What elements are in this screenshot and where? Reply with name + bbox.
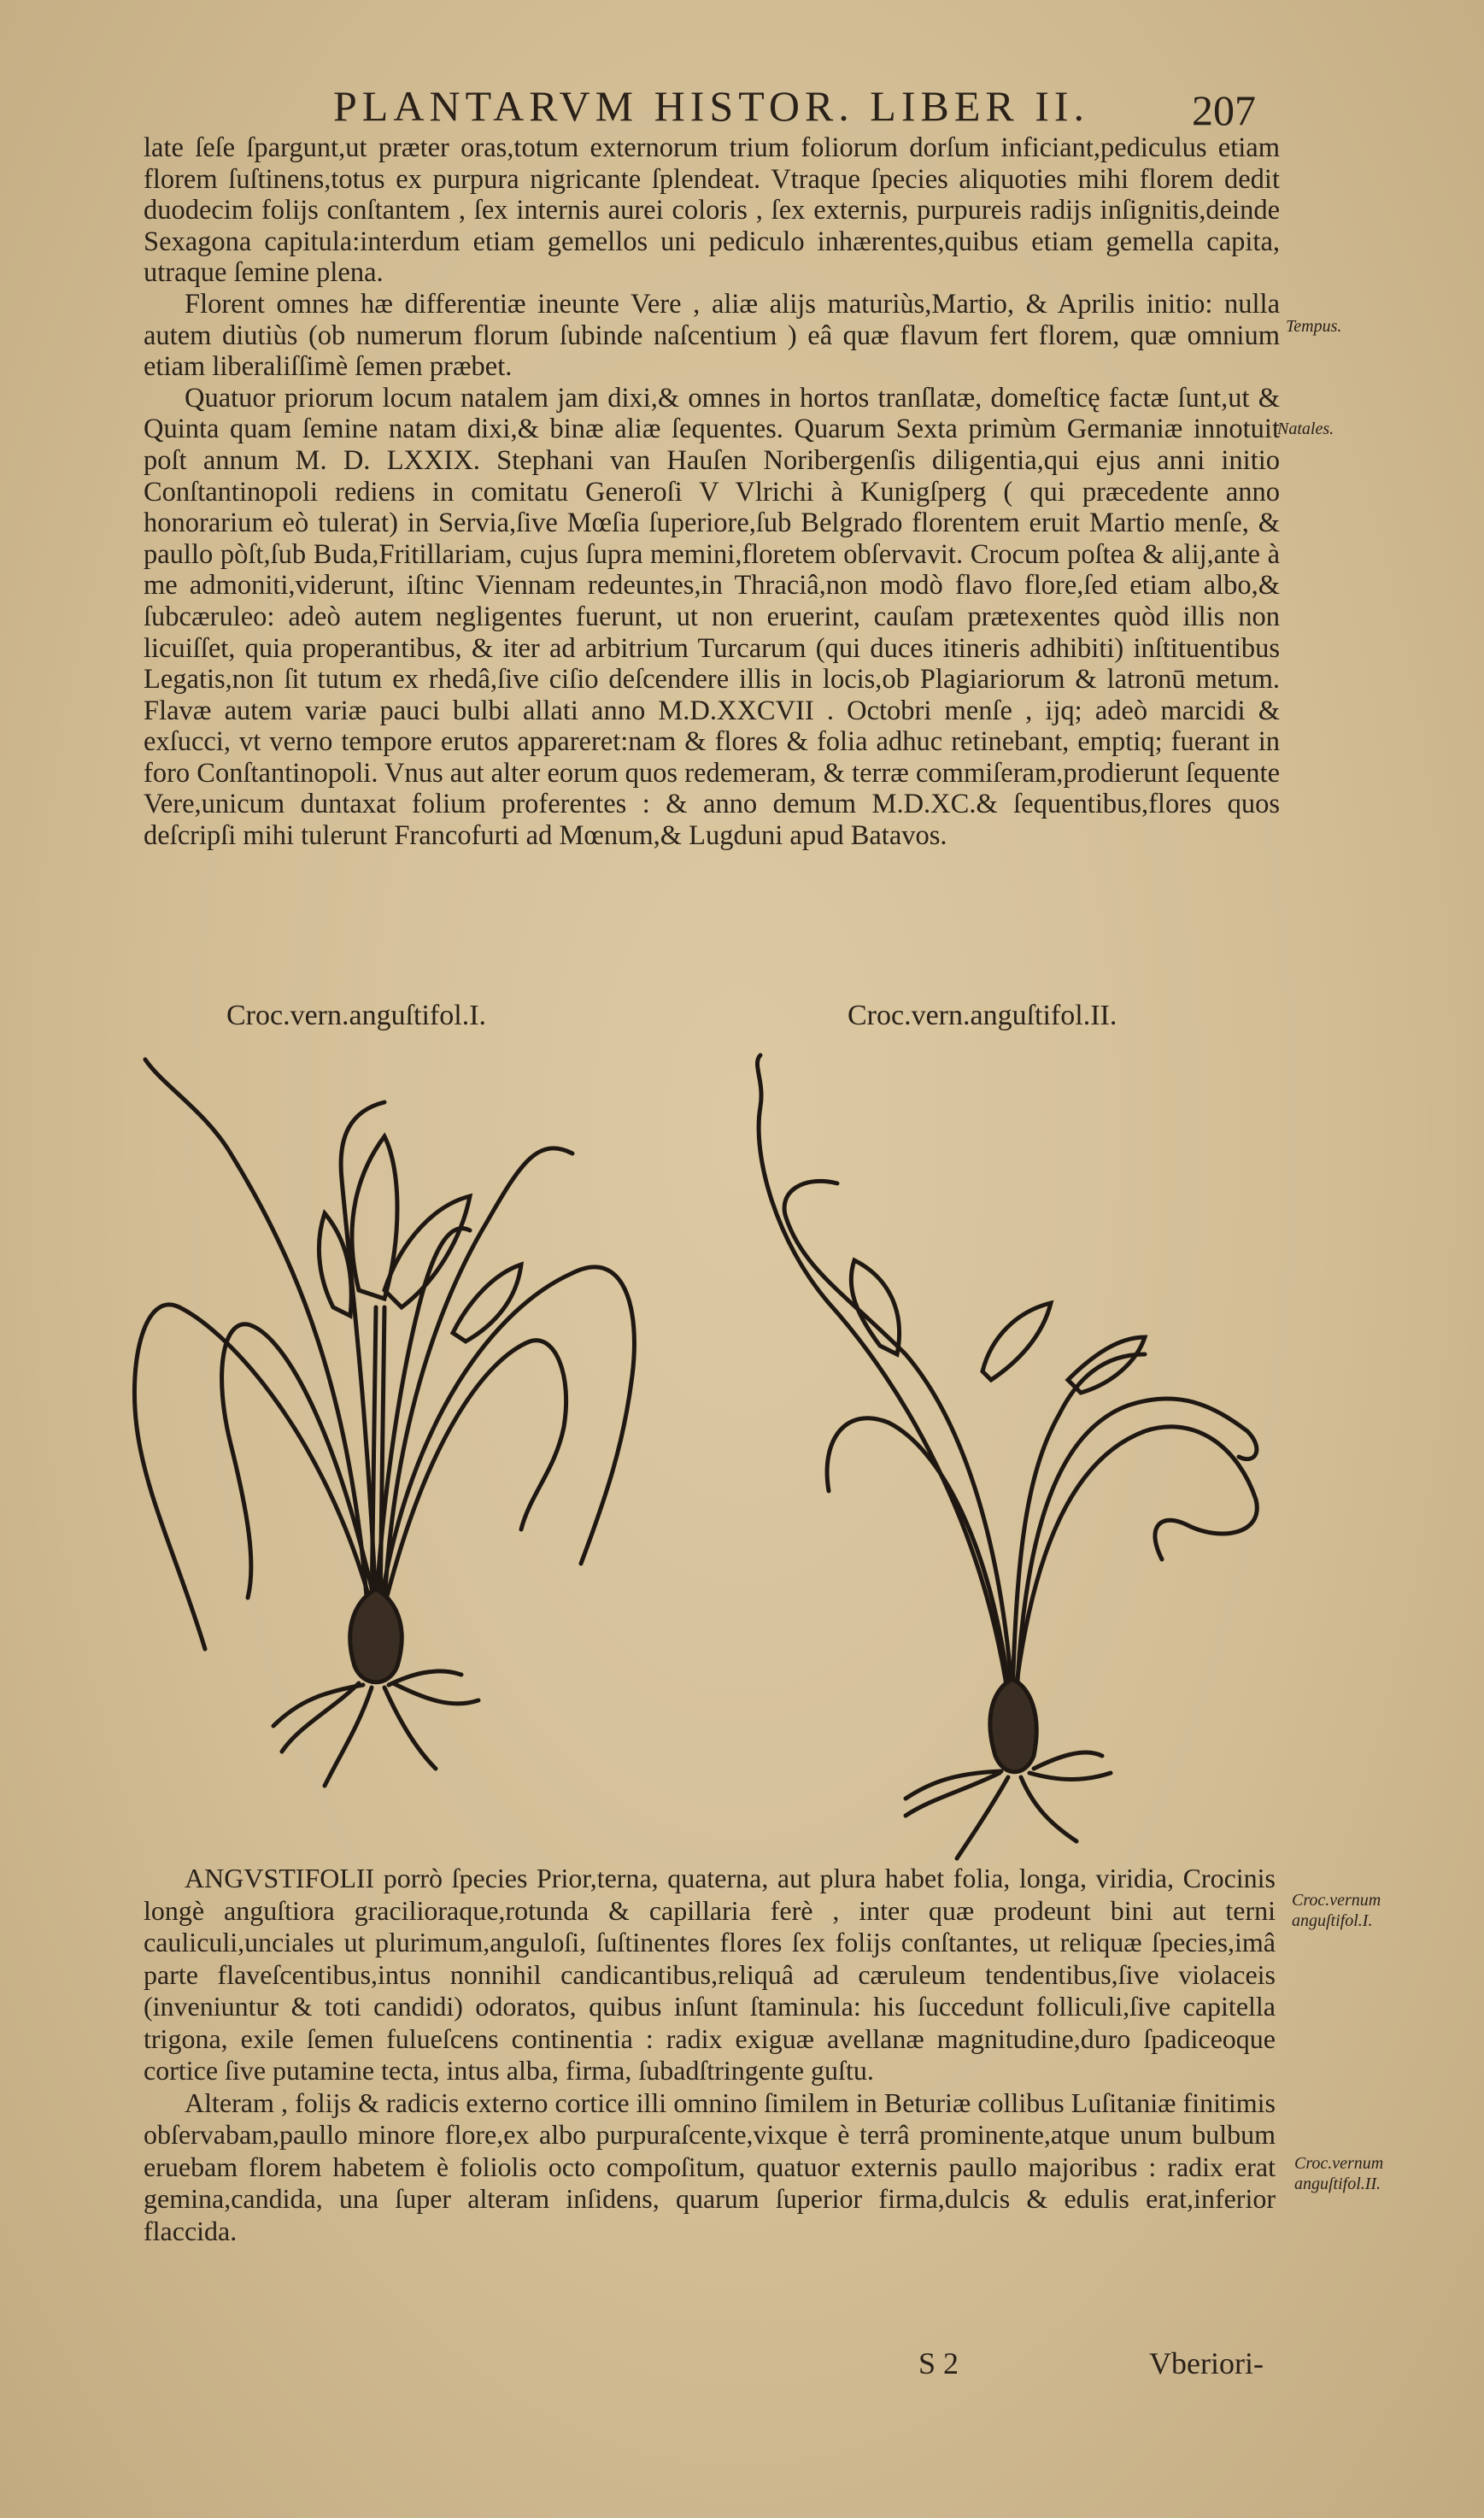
margin-note-natales: Natales. bbox=[1277, 420, 1334, 438]
margin-note-croc-ii bbox=[1294, 2153, 1383, 2194]
margin-note-tempus: Tempus. bbox=[1286, 317, 1342, 336]
crocus-angustifolius-ii-illustration bbox=[701, 1047, 1282, 1867]
paragraph-2: Florent omnes hæ differentiæ ineunte Vere , aliæ alijs maturiùs,Martio, & Aprilis initio: nulla autem diutiùs (ob numerum florum ſubinde naſcentium ) eâ quæ flavum fert florem, quæ omnium etiam liberaliſſimè ſemen præbet. bbox=[144, 288, 1280, 383]
running-header: PLANTARVM HISTOR. LIBER II. bbox=[333, 82, 1090, 130]
catchword: Vberiori- bbox=[1149, 2346, 1264, 2380]
page-number: 207 bbox=[1192, 86, 1256, 134]
upper-text-block bbox=[144, 132, 1280, 852]
signature-mark: S 2 bbox=[918, 2346, 959, 2380]
margin-note-croc-ii-line2: anguſtifol.II. bbox=[1294, 2175, 1381, 2193]
crocus-angustifolius-i-illustration bbox=[128, 1051, 658, 1803]
lower-text-block bbox=[144, 1863, 1276, 2247]
paragraph-5: Alteram , folijs & radicis externo cortice illi omnino ſimilem in Beturiæ collibus Luſitaniæ finitimis obſervabam,paullo minore flore,ex albo purpuraſcente,vixque è terrâ prominente,atque unum bulbum eruebam florem habetem è foliolis octo compoſitum, quatuor externis paullo majoribus : radix erat gemina,candida, una ſuper alteram inſidens, quarum ſuperior firma,dulcis & edulis erat,inferior flaccida. bbox=[144, 2087, 1276, 2246]
paragraph-3: Quatuor priorum locum natalem jam dixi,& omnes in hortos tranſlatæ, domeſticę factæ ſunt,ut & Quinta quam ſemine natam dixi,& binæ aliæ ſequentes. Quarum Sexta primùm Germaniæ innotuit poſt annum M. D. LXXIX. Stephani van Hauſen Noribergenſis diligentia,qui ejus anni initio Conſtantinopoli rediens in comitatu Generoſi V Vlrichi à Kunigſperg ( qui præcedente anno honorarium eò tulerat) in Servia,ſive Mœſia ſuperiore,ſub Belgrado florentem eruit Martio menſe, & paullo pòſt,ſub Buda,Fritillariam, cujus ſupra memini,floretem obſervavit. Crocum poſtea & alij,ante à me admoniti,viderunt, iſtinc Viennam redeuntes,in Thraciâ,non modò flavo flore,ſed etiam albo,& ſubcæruleo: adeò autem negligentes fuerunt, ut non eruerint, cauſam prætexentes quòd illis non licuiſſet, quia properantibus, & iter ad arbitrium Turcarum (qui duces itineris adhibiti) inſtituentibus Legatis,non ſit tutum ex rhedâ,ſive ciſio deſcendere illis in locis,ob Plagiariorum & latronū metum. Flavæ autem variæ pauci bulbi allati anno M.D.XXCVII . Octobri menſe , ijq; adeò marcidi & exſucci, vt verno tempore erutos appareret:nam & flores & folia adhuc retinebant, emptiq; fuerant in foro Conſtantinopoli. Vnus aut alter eorum quos redemeram, & terræ commiſeram,prodierunt ſequente Vere,unicum duntaxat folium proferentes : & anno demum M.D.XC.& ſequentibus,flores quos deſcripſi mihi tulerunt Francofurti ad Mœnum,& Lugduni apud Batavos. bbox=[144, 382, 1280, 852]
margin-note-croc-i bbox=[1292, 1890, 1381, 1931]
paragraph-4: ANGVSTIFOLII porrò ſpecies Prior,terna, quaterna, aut plura habet folia, longa, viridia, Crocinis longè anguſtiora gracilioraque,rotunda & capillaria ferè , inter quæ prodeunt bini aut terni cauliculi,unciales ut plurimum,anguloſi, ſuſtinentes flores ſex folijs conſtantes, ut reliquæ ſpecies,imâ parte flaveſcentibus,intus nonnihil candicantibus,reliquâ ad cæruleum tendentibus,ſive violaceis (inveniuntur & toti candidi) odoratos, quibus inſunt ſtaminula: his ſuccedunt folliculi,ſive capitella trigona, exile ſemen fulueſcens continentia : radix exiguæ avellanæ magnitudine,duro ſpadiceoque cortice ſive putamine tecta, intus alba, firma, ſubadſtringente guſtu. bbox=[144, 1863, 1276, 2086]
caption-right: Croc.vern.anguſtifol.II. bbox=[848, 1000, 1117, 1031]
margin-note-croc-i-line1: Croc.vernum bbox=[1292, 1891, 1381, 1910]
margin-note-croc-ii-line1: Croc.vernum bbox=[1294, 2154, 1384, 2173]
caption-left: Croc.vern.anguſtifol.I. bbox=[226, 1000, 487, 1031]
paragraph-1: late ſeſe ſpargunt,ut præter oras,totum externorum trium foliorum dorſum inficiant,pediculus etiam florem ſuſtinens,totus ex purpura nigricante ſplendeat. Vtraque ſpecies aliquoties mihi florem dedit duodecim folijs conſtantem , ſex internis aurei coloris , ſex externis, purpureis radijs inſignitis,deinde Sexagona capitula:interdum etiam gemellos uni pediculo inhærentes,quibus etiam gemella capita, utraque ſemine plena. bbox=[144, 132, 1280, 289]
margin-note-croc-i-line2: anguſtifol.I. bbox=[1292, 1911, 1373, 1930]
